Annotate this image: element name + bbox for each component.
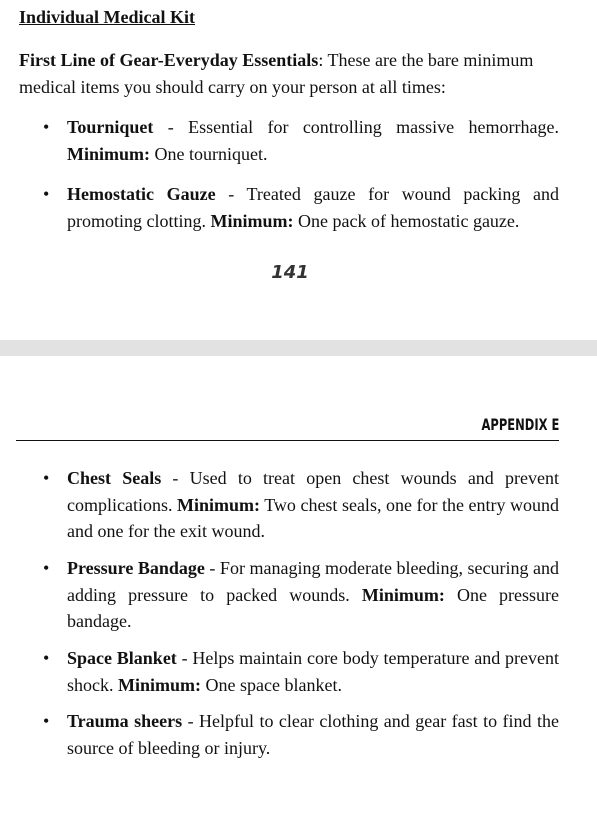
item-desc: - Treated gauze for wound packing and promoting clotting. xyxy=(67,184,559,231)
list-item xyxy=(43,114,559,167)
item-min-text: One tourniquet. xyxy=(150,143,268,164)
item-min-text: One pack of hemostatic gauze. xyxy=(293,210,520,231)
intro-paragraph xyxy=(19,47,564,100)
item-min-text: Two chest seals, one for the entry wound and one for the exit wound. xyxy=(67,494,559,541)
list-item xyxy=(43,555,559,635)
intro-bold-label: First Line of Gear-Everyday Essentials xyxy=(19,50,319,70)
item-min-label: Minimum: xyxy=(177,494,260,515)
list-item xyxy=(43,181,559,234)
item-desc: - Used to treat open chest wounds and prevent complications. xyxy=(67,468,559,515)
appendix-page xyxy=(0,356,597,830)
page-separator xyxy=(0,340,597,356)
item-min-label: Minimum: xyxy=(210,210,294,231)
item-min-label: Minimum: xyxy=(361,584,445,605)
bullet-icon: • xyxy=(43,184,50,204)
list-item xyxy=(43,708,559,761)
item-min-label: Minimum: xyxy=(118,674,201,695)
bullet-icon: • xyxy=(43,558,50,578)
bullet-icon: • xyxy=(43,117,50,137)
bullet-icon: • xyxy=(43,711,50,731)
item-min-label: Minimum: xyxy=(67,143,150,164)
section-heading: Individual Medical Kit xyxy=(19,7,196,27)
bullet-icon: • xyxy=(43,648,50,668)
bullet-icon: • xyxy=(43,468,50,488)
intro-text: : These are the bare minimum medical items you should carry on your person at all times: xyxy=(19,50,534,97)
item-desc: - For managing moderate bleeding, securing and adding pressure to packed wounds. xyxy=(67,558,559,605)
page-141 xyxy=(0,0,597,340)
page-number: 141 xyxy=(271,262,309,283)
item-name: Trauma sheers xyxy=(67,711,183,731)
list-item xyxy=(43,465,559,545)
item-min-text: One pressure bandage. xyxy=(67,584,559,631)
item-name: Space Blanket xyxy=(67,648,177,668)
list-item xyxy=(43,645,560,698)
item-name: Chest Seals xyxy=(67,468,162,488)
item-name: Tourniquet xyxy=(67,117,154,137)
item-name: Hemostatic Gauze xyxy=(67,184,216,204)
item-desc: - Essential for controlling massive hemorrhage. xyxy=(153,117,559,137)
item-desc: - Helpful to clear clothing and gear fast to find the source of bleeding or injury. xyxy=(67,711,559,758)
running-header: APPENDIX E xyxy=(481,415,559,434)
item-min-text: One space blanket. xyxy=(201,674,342,695)
header-rule xyxy=(16,440,559,441)
item-desc: - Helps maintain core body temperature and prevent shock. xyxy=(67,648,560,695)
item-name: Pressure Bandage xyxy=(67,558,205,578)
